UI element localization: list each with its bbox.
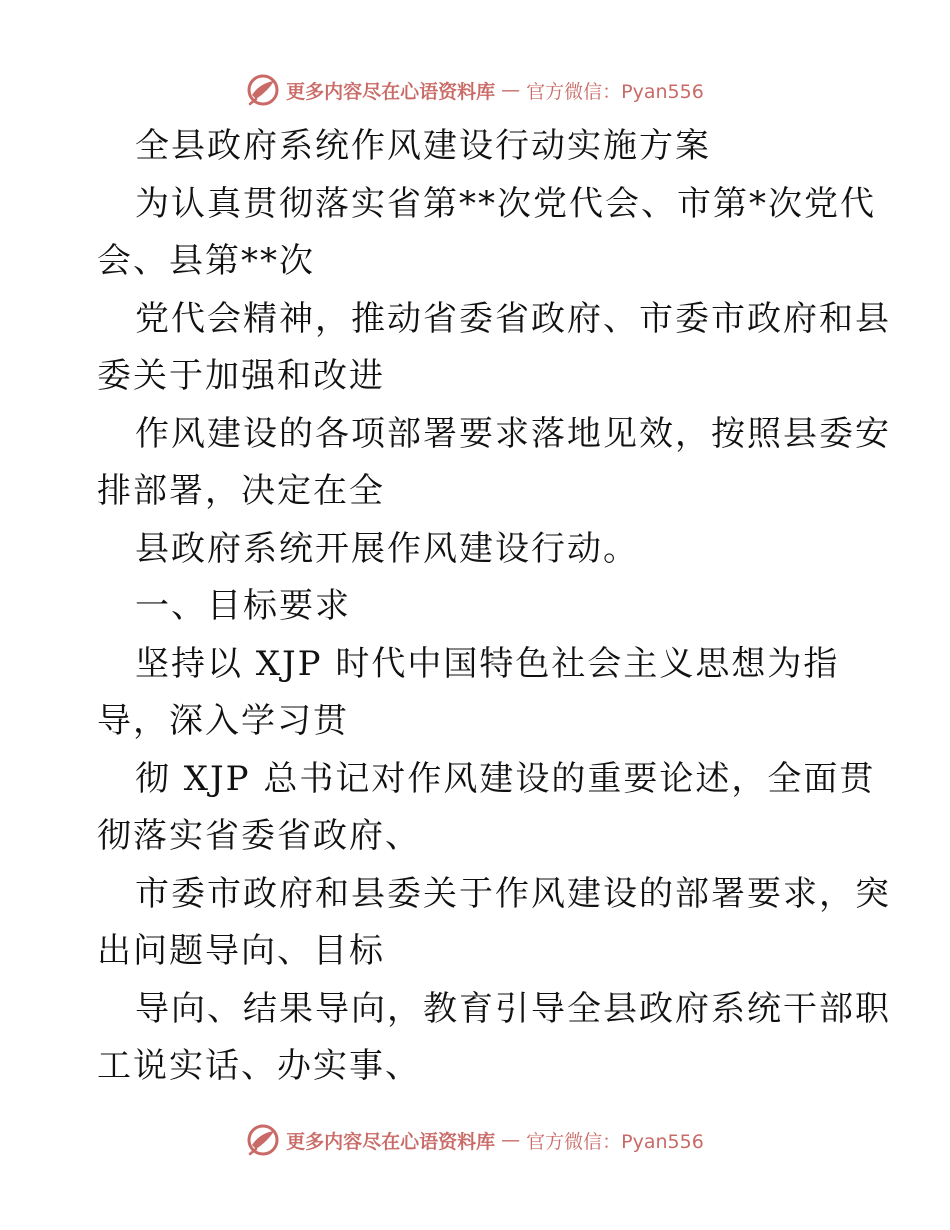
paragraph-line: 彻 XJP 总书记对作风建设的重要论述，全面贯: [135, 758, 876, 799]
paragraph-line: 党代会精神，推动省委省政府、市委市政府和县: [135, 298, 891, 339]
paragraph-line: 作风建设的各项部署要求落地见效，按照县委安: [135, 413, 891, 454]
paragraph-line: 彻落实省委省政府、: [97, 816, 421, 856]
paragraph-line: 会、县第**次: [97, 241, 315, 281]
document-body: [97, 118, 891, 1096]
paragraph-line: 县政府系统开展作风建设行动。: [135, 528, 639, 569]
pen-logo-icon: [246, 1123, 280, 1157]
header-watermark-banner: [0, 70, 950, 110]
paragraph-line: 为认真贯彻落实省第**次党代会、市第*次党代: [135, 183, 876, 224]
paragraph-line: 排部署，决定在全: [97, 471, 385, 511]
banner-wechat-text: 官方微信：Pyan556: [526, 1130, 704, 1153]
paragraph-line: 市委市政府和县委关于作风建设的部署要求，突: [135, 873, 891, 914]
paragraph-line: 坚持以 XJP 时代中国特色社会主义思想为指: [135, 643, 840, 684]
banner-separator: —: [501, 79, 521, 101]
document-title: 全县政府系统作风建设行动实施方案: [135, 126, 711, 166]
paragraph-line: 工说实话、办实事、: [97, 1046, 421, 1086]
banner-main-text: 更多内容尽在心语资料库: [286, 1130, 496, 1153]
pen-logo-icon: [246, 73, 280, 107]
paragraph-line: 出问题导向、目标: [97, 931, 385, 971]
footer-watermark-banner: [0, 1120, 950, 1160]
paragraph-line: 导向、结果导向，教育引导全县政府系统干部职: [135, 988, 891, 1029]
banner-main-text: 更多内容尽在心语资料库: [286, 80, 496, 103]
banner-separator: —: [501, 1129, 521, 1151]
paragraph-line: 导，深入学习贯: [97, 701, 349, 741]
paragraph-line: 委关于加强和改进: [97, 356, 385, 396]
section-heading: 一、目标要求: [135, 586, 351, 626]
banner-wechat-text: 官方微信：Pyan556: [526, 80, 704, 103]
